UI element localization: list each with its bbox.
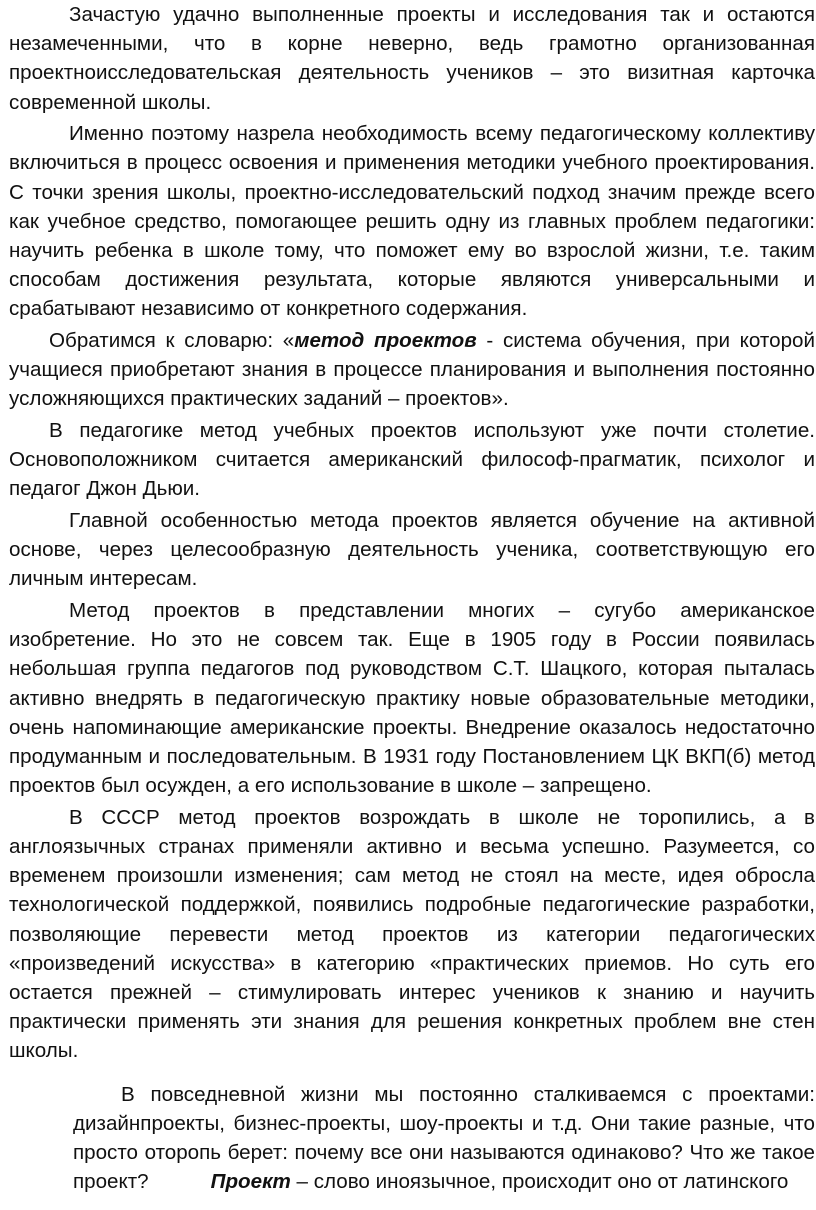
paragraph-5: Главной особенностью метода проектов является обучение на активной основе, через целесообразную деятельность ученика, соответствующую его личным интересам. — [9, 509, 815, 591]
paragraph-3-dictionary-quote — [9, 326, 815, 414]
paragraph-2: Именно поэтому назрела необходимость всему педагогическому коллективу включиться в процесс освоения и применения методики учебного проектирования. С точки зрения школы, проектно-исследовательский подход значим прежде всего как учебное средство, помогающее решить одну из главных проблем педагогики: научить ребенка в школе тому, что поможет ему во взрослой жизни, т.е. таким способам достижения результата, которые являются универсальными и срабатывают независимо от конкретного содержания. — [9, 122, 815, 321]
paragraph-7: В СССР метод проектов возрождать в школе не торопились, а в англоязычных странах применяли активно и весьма успешно. Разумеется, со временем произошли изменения; сам метод не стоял на месте, идея обросла технологической поддержкой, появились подробные педагогические разработки, позволяющие перевести метод проектов из категории педагогических «произведений искусства» в категорию «практических приемов. Но суть его остается прежней – стимулировать интерес учеников к знанию и научить практически применять эти знания для решения конкретных проблем вне стен школы. — [9, 805, 815, 1063]
paragraph-3-definition-text: - система обучения, при которой учащиеся приобретают знания в процессе планирования и выполнения постоянно усложняющихся практических заданий – проектов». — [9, 329, 815, 411]
document-page — [9, 0, 815, 1199]
paragraph-8-project-definition — [73, 1080, 815, 1197]
term-project-method: метод проектов — [294, 329, 477, 353]
paragraph-6: Метод проектов в представлении многих – сугубо американское изобретение. Но это не совсем так. Еще в 1905 году в России появилась небольшая группа педагогов под руководством С.Т. Шацкого, которая пыталась активно внедрять в педагогическую практику новые образовательные методики, очень напоминающие американские проекты. Внедрение оказалось недостаточно продуманным и последовательным. В 1931 году Постановлением ЦК ВКП(б) метод проектов был осужден, а его использование в школе – запрещено. — [9, 599, 815, 798]
paragraph-8-tail-text: – слово иноязычное, происходит оно от латинского — [290, 1170, 789, 1194]
term-project: Проект — [210, 1170, 291, 1194]
paragraph-3-lead-text: Обратимся к словарю: « — [49, 329, 295, 353]
paragraph-4: В педагогике метод учебных проектов используют уже почти столетие. Основоположником считается американский философ-прагматик, психолог и педагог Джон Дьюи. — [9, 419, 815, 501]
paragraph-1: Зачастую удачно выполненные проекты и исследования так и остаются незамеченными, что в корне неверно, ведь грамотно организованная проектноисследовательская деятельность учеников – это визитная карточка современной школы. — [9, 3, 815, 114]
paragraph-8-lead-text: В повседневной жизни мы постоянно сталкиваемся с проектами: дизайнпроекты, бизнес-проекты, шоу-проекты и т.д. Они такие разные, что просто оторопь берет: почему все они называются одинаково? Что же такое проект? — [73, 1082, 815, 1194]
